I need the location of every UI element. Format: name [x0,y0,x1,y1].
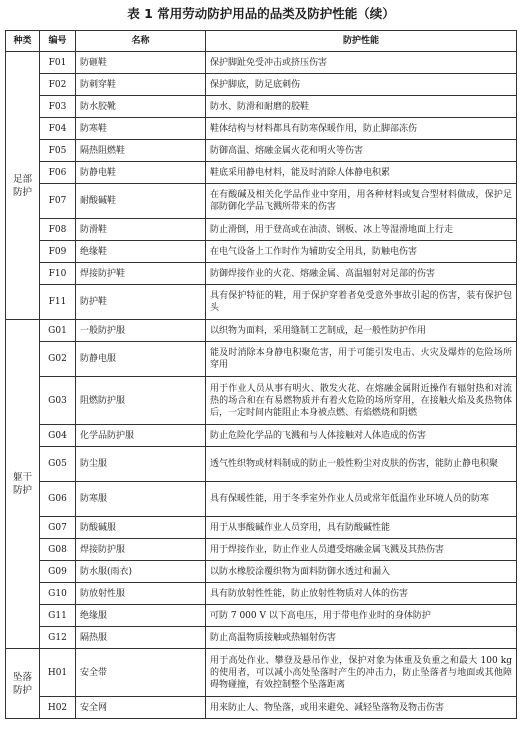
table-row [6,162,517,184]
code-cell: G08 [40,539,76,561]
code-cell: G12 [40,627,76,649]
name-cell: 防酸碱服 [76,517,206,539]
code-cell: F03 [40,96,76,118]
code-cell: G07 [40,517,76,539]
name-cell: 防放射性服 [76,583,206,605]
code-cell: G11 [40,605,76,627]
name-cell: 焊接防护鞋 [76,263,206,285]
code-cell: F11 [40,285,76,320]
name-cell: 防刺穿鞋 [76,74,206,96]
name-cell: 阻燃防护服 [76,377,206,425]
performance-cell: 防止高温物质接触或热辐射伤害 [206,627,517,649]
code-cell: F06 [40,162,76,184]
name-cell: 防砸鞋 [76,52,206,74]
performance-cell: 能及时消除本身静电积聚危害，用于可能引发电击、火灾及爆炸的危险场所穿用 [206,342,517,377]
table-row [6,118,517,140]
performance-cell: 鞋底采用静电材料，能及时消除人体静电积累 [206,162,517,184]
table-row [6,184,517,219]
name-cell: 防寒鞋 [76,118,206,140]
performance-cell: 可防 7 000 V 以下高电压，用于带电作业时的身体防护 [206,605,517,627]
performance-cell: 保护脚底，防足底刺伤 [206,74,517,96]
performance-cell: 防止滑倒，用于登高或在油渍、钢板、冰上等湿滑地面上行走 [206,219,517,241]
code-cell: G10 [40,583,76,605]
table-row [6,320,517,342]
name-cell: 防寒服 [76,482,206,517]
table-row [6,52,517,74]
performance-cell: 防御高温、熔融金属火花和明火等伤害 [206,140,517,162]
name-cell: 隔热服 [76,627,206,649]
table-row [6,627,517,649]
table-row [6,482,517,517]
table-row [6,561,517,583]
table-row [6,74,517,96]
header-code: 编号 [40,31,76,52]
performance-cell: 防水、防滑和耐磨的胶鞋 [206,96,517,118]
code-cell: F09 [40,241,76,263]
performance-cell: 用于焊接作业，防止作业人员遭受熔融金属飞溅及其热伤害 [206,539,517,561]
name-cell: 防护鞋 [76,285,206,320]
performance-cell: 用于作业人员从事有明火、散发火花、在熔融金属附近操作有辐射热和对流热的场合和在有易燃物质并有着火危险的场所穿用，在接触火焰及炙热物体后，一定时间内能阻止本身被点燃、有焰燃烧和阴燃 [206,377,517,425]
performance-cell: 以防水橡胶涂覆织物为面料防御水透过和漏入 [206,561,517,583]
table-row [6,697,517,719]
code-cell: F07 [40,184,76,219]
name-cell: 防滑鞋 [76,219,206,241]
code-cell: F10 [40,263,76,285]
name-cell: 防水服(雨衣) [76,561,206,583]
code-cell: F04 [40,118,76,140]
name-cell: 化学品防护服 [76,425,206,447]
category-cell: 足部 防护 [6,52,40,320]
table-row [6,539,517,561]
performance-cell: 用于高处作业、攀登及悬吊作业，保护对象为体重及负重之和最大 100 kg 的使用者，可以减小高处坠落时产生的冲击力，防止坠落者与地面或其他障碍物碰撞，有效控制整个坠落距离 [206,649,517,697]
code-cell: H02 [40,697,76,719]
table-row [6,285,517,320]
code-cell: G06 [40,482,76,517]
code-cell: F01 [40,52,76,74]
performance-cell: 防御焊接作业的火花、熔融金属、高温辐射对足部的伤害 [206,263,517,285]
performance-cell: 透气性织物或材料制成的防止一般性粉尘对皮肤的伤害，能防止静电积聚 [206,447,517,482]
code-cell: G03 [40,377,76,425]
name-cell: 一般防护服 [76,320,206,342]
name-cell: 隔热阻燃鞋 [76,140,206,162]
table-row [6,342,517,377]
table-row [6,517,517,539]
name-cell: 绝缘服 [76,605,206,627]
name-cell: 焊接防护服 [76,539,206,561]
performance-cell: 在电气设备上工作时作为辅助安全用具，防触电伤害 [206,241,517,263]
performance-cell: 鞋体结构与材料都具有防寒保暖作用，防止脚部冻伤 [206,118,517,140]
code-cell: G02 [40,342,76,377]
code-cell: F02 [40,74,76,96]
name-cell: 防静电鞋 [76,162,206,184]
name-cell: 防水胶靴 [76,96,206,118]
category-cell: 躯干 防护 [6,320,40,649]
table-row [6,605,517,627]
table-row [6,263,517,285]
header-name: 名称 [76,31,206,52]
name-cell: 绝缘鞋 [76,241,206,263]
table-row [6,377,517,425]
code-cell: G05 [40,447,76,482]
name-cell: 防静电服 [76,342,206,377]
performance-cell: 具有防放射性性能，防止放射性物质对人体的伤害 [206,583,517,605]
code-cell: G09 [40,561,76,583]
header-performance: 防护性能 [206,31,517,52]
table-row [6,140,517,162]
performance-cell: 用来防止人、物坠落，或用来避免、减轻坠落物及物击伤害 [206,697,517,719]
table-row [6,649,517,697]
performance-cell: 用于从事酸碱作业人员穿用，具有防酸碱性能 [206,517,517,539]
code-cell: G04 [40,425,76,447]
header-row [6,31,517,52]
performance-cell: 以织物为面料，采用缝制工艺制成，起一般性防护作用 [206,320,517,342]
code-cell: G01 [40,320,76,342]
name-cell: 防尘服 [76,447,206,482]
header-category: 种类 [6,31,40,52]
table-row [6,447,517,482]
table-row [6,425,517,447]
table-row [6,96,517,118]
table-body [6,52,517,719]
table-row [6,583,517,605]
performance-cell: 具有保暖性能，用于冬季室外作业人员或常年低温作业环境人员的防寒 [206,482,517,517]
name-cell: 安全带 [76,649,206,697]
protective-equipment-table [5,30,517,719]
name-cell: 耐酸碱鞋 [76,184,206,219]
code-cell: H01 [40,649,76,697]
category-cell: 坠落 防护 [6,649,40,719]
performance-cell: 具有保护特征的鞋，用于保护穿着者免受意外事故引起的伤害，装有保护包头 [206,285,517,320]
performance-cell: 防止危险化学品的飞溅和与人体接触对人体造成的伤害 [206,425,517,447]
name-cell: 安全网 [76,697,206,719]
table-title: 表 1 常用劳动防护用品的品类及防护性能（续） [127,6,395,21]
code-cell: F08 [40,219,76,241]
performance-cell: 保护脚趾免受冲击或挤压伤害 [206,52,517,74]
table-row [6,241,517,263]
code-cell: F05 [40,140,76,162]
performance-cell: 在有酸碱及相关化学品作业中穿用，用各种材料或复合型材料做成，保护足部防御化学品飞溅所带来的伤害 [206,184,517,219]
table-row [6,219,517,241]
